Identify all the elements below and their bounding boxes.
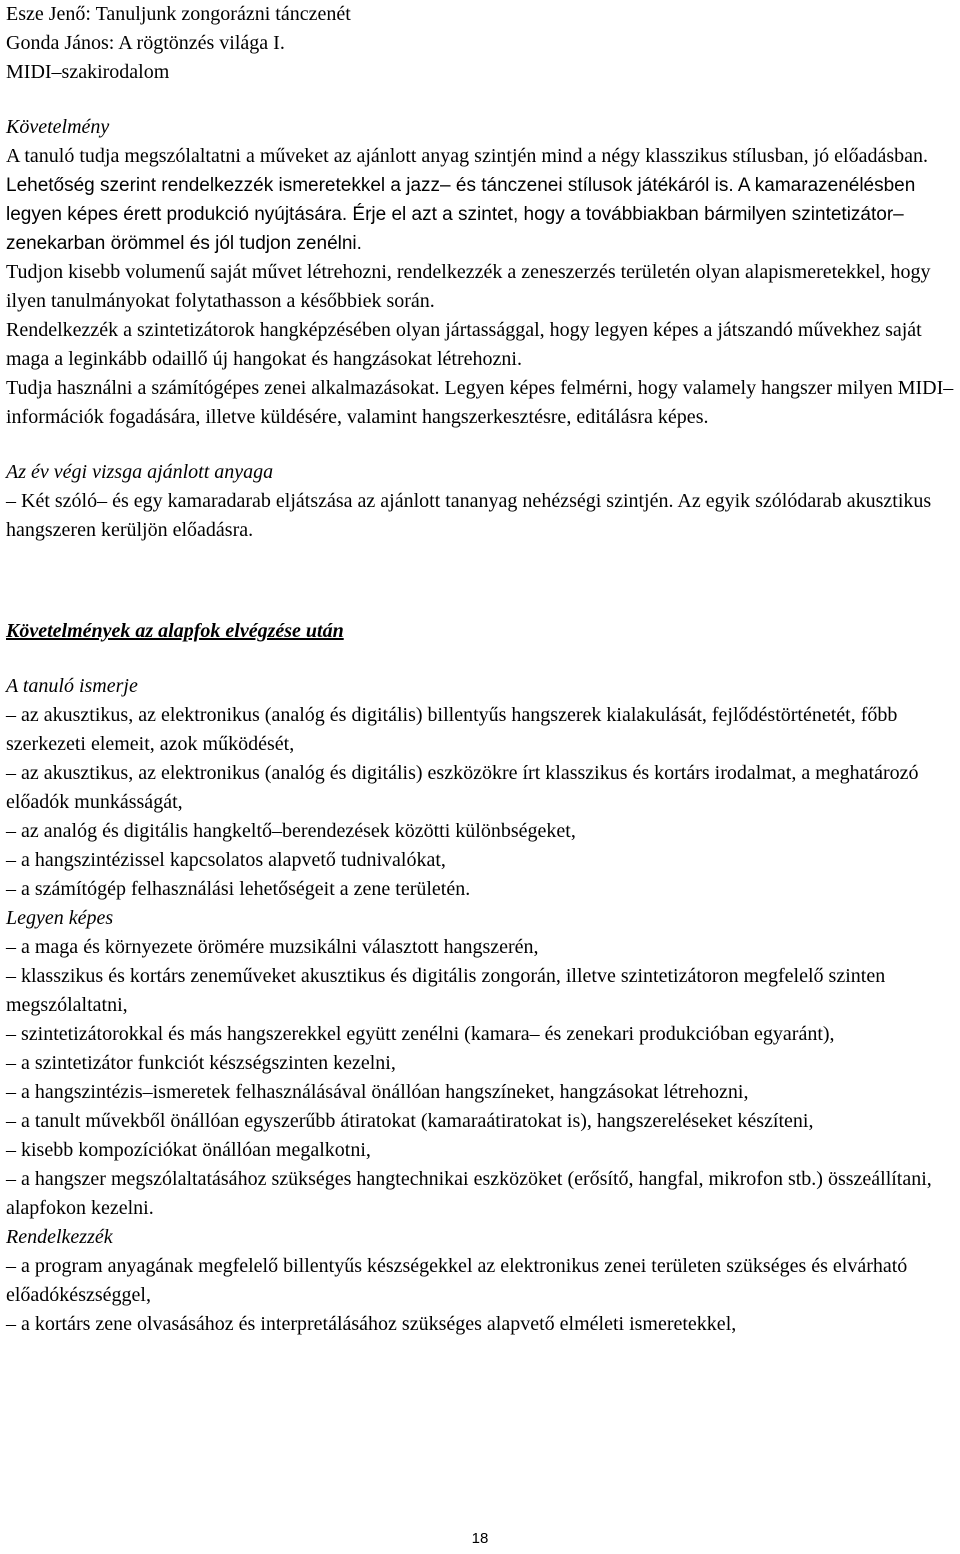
have-heading: Rendelkezzék <box>6 1226 113 1248</box>
list-item: – az akusztikus, az elektronikus (analóg és digitális) eszközökre írt klasszikus és kortárs irodalmat, a meghatározó előadók munkásságát, <box>6 762 919 813</box>
reference-item: MIDI–szakirodalom <box>6 61 170 83</box>
requirement-heading: Követelmény <box>6 116 110 138</box>
reference-list <box>6 0 954 87</box>
list-item: – a maga és környezete örömére muzsikálni választott hangszerén, <box>6 936 539 958</box>
requirement-paragraph-2: Tudjon kisebb volumenű saját művet létrehozni, rendelkezzék a zeneszerzés területén olyan alapismeretekkel, hogy ilyen tanulmányokat folytathasson a későbbiek során. <box>6 261 931 312</box>
list-item: – klasszikus és kortárs zeneműveket akusztikus és digitális zongorán, illetve szintetizátoron megfelelő szinten megszólaltatni, <box>6 965 886 1016</box>
page-number: 18 <box>471 1530 489 1547</box>
list-item: – a hangszintézissel kapcsolatos alapvető tudnivalókat, <box>6 849 446 871</box>
exam-section <box>6 458 954 545</box>
able-heading: Legyen képes <box>6 907 114 929</box>
section-heading: Követelmények az alapfok elvégzése után <box>6 620 344 642</box>
list-item: – a tanult művekből önállóan egyszerűbb átiratokat (kamaraátiratokat is), hangszereléseket készíteni, <box>6 1110 814 1132</box>
list-item: – a szintetizátor funkciót készségszinten kezelni, <box>6 1052 396 1074</box>
list-item: – szintetizátorokkal és más hangszerekkel együtt zenélni (kamara– és zenekari produkcióban egyaránt), <box>6 1023 835 1045</box>
requirement-paragraph-3: Rendelkezzék a szintetizátorok hangképzésében olyan jártassággal, hogy legyen képes a játszandó művekhez saját maga a leginkább odaillő új hangokat és hangzásokat létrehozni. <box>6 319 922 370</box>
list-item: – a számítógép felhasználási lehetőségeit a zene területén. <box>6 878 471 900</box>
requirement-paragraph-1 <box>6 142 954 258</box>
know-heading: A tanuló ismerje <box>6 675 138 697</box>
list-item: – a hangszer megszólaltatásához szükséges hangtechnikai eszközöket (erősítő, hangfal, mikrofon stb.) összeállítani, alapfokon kezelni. <box>6 1168 932 1219</box>
requirement-paragraph-4: Tudja használni a számítógépes zenei alkalmazásokat. Legyen képes felmérni, hogy valamely hangszer milyen MIDI–információk fogadására, illetve küldésére, valamint hangszerkesztésre, editálásra képes. <box>6 377 954 428</box>
requirement-section <box>6 113 954 432</box>
document-page <box>6 0 954 1339</box>
requirement-text: A tanuló tudja megszólaltatni a műveket az ajánlott anyag szintjén mind a négy klasszikus stílusban, jó előadásban. <box>6 145 928 167</box>
list-item: – kisebb kompozíciókat önállóan megalkotni, <box>6 1139 371 1161</box>
list-item: – a hangszintézis–ismeretek felhasználásával önállóan hangszíneket, hangzásokat létrehozni, <box>6 1081 749 1103</box>
reference-item: Esze Jenő: Tanuljunk zongorázni tánczenét <box>6 3 351 25</box>
reference-item: Gonda János: A rögtönzés világa I. <box>6 32 285 54</box>
list-item: – az analóg és digitális hangkeltő–berendezések közötti különbségeket, <box>6 820 576 842</box>
exam-heading: Az év végi vizsga ajánlott anyaga <box>6 461 274 483</box>
after-basic-section <box>6 617 954 1339</box>
list-item: – a program anyagának megfelelő billentyűs készségekkel az elektronikus zenei területen szükséges és elvárható előadókészséggel, <box>6 1255 908 1306</box>
list-item: – a kortárs zene olvasásához és interpretálásához szükséges alapvető elméleti ismeretekkel, <box>6 1313 737 1335</box>
exam-text: – Két szóló– és egy kamaradarab eljátszása az ajánlott tananyag nehézségi szintjén. Az egyik szólódarab akusztikus hangszeren kerüljön előadásra. <box>6 490 932 541</box>
list-item: – az akusztikus, az elektronikus (analóg és digitális) billentyűs hangszerek kialakulását, fejlődéstörténetét, főbb szerkezeti elemeit, azok működését, <box>6 704 898 755</box>
requirement-text-sans: Lehetőség szerint rendelkezzék ismeretekkel a jazz– és tánczenei stílusok játékáról is. A kamarazenélésben legyen képes érett produkció nyújtására. Érje el azt a szintet, hogy a továbbiakban bármilyen szintetizátor–zenekarban örömmel és jól tudjon zenélni. <box>6 175 916 254</box>
